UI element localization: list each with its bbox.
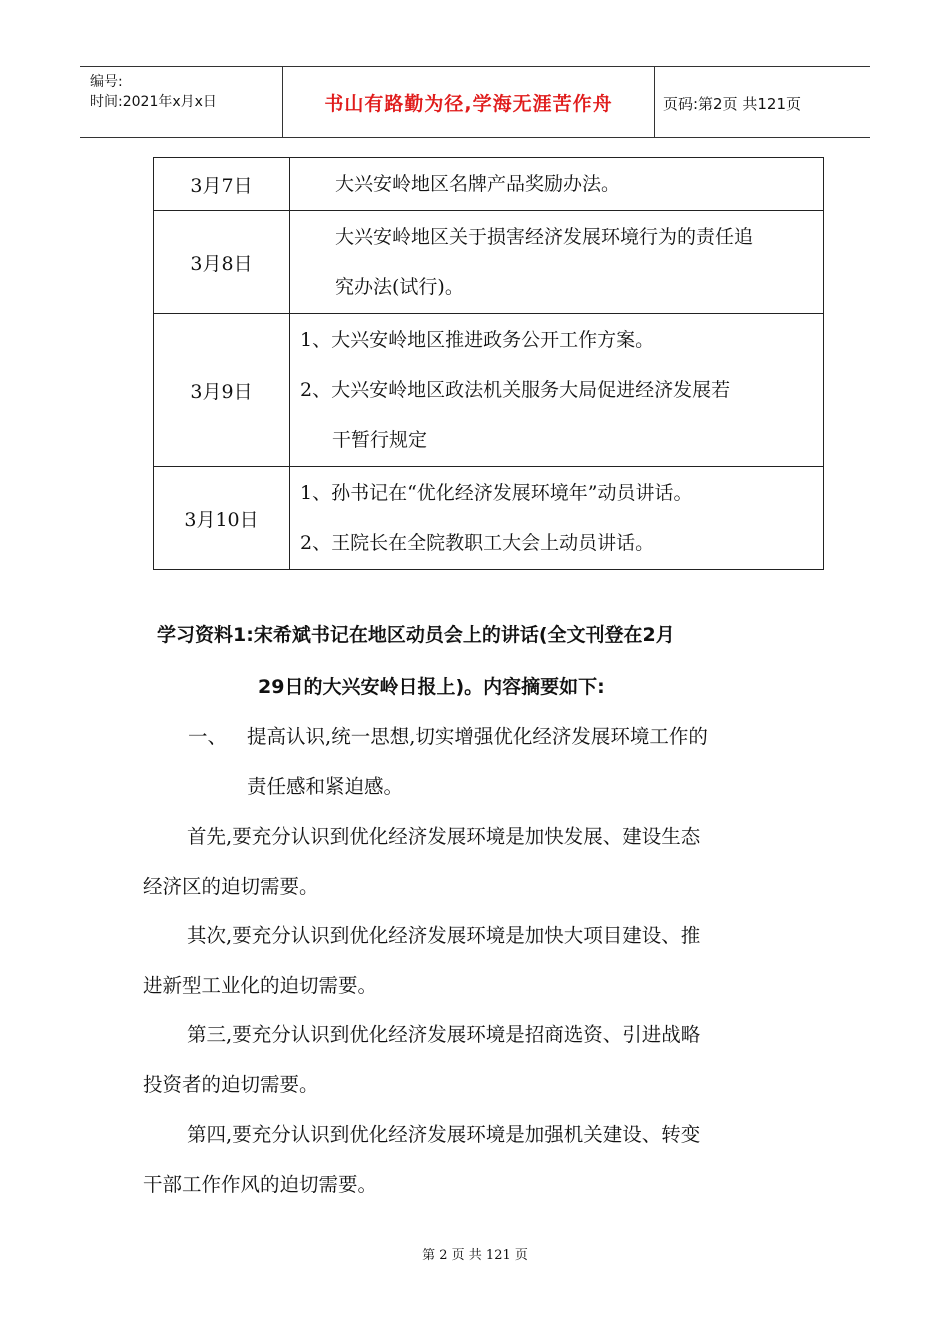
paragraph-line: 进新型工业化的迫切需要。 — [143, 974, 378, 997]
desc-line: 大兴安岭地区名牌产品奖励办法。 — [335, 173, 621, 195]
section-heading-line2: 29日的大兴安岭日报上)。内容摘要如下: — [258, 676, 605, 698]
table-row — [154, 314, 824, 467]
paragraph-line: 第四,要充分认识到优化经济发展环境是加强机关建设、转变 — [187, 1123, 701, 1146]
page-info: 页码:第2页 共121页 — [663, 95, 801, 113]
desc-cell — [290, 314, 824, 467]
desc-line: 2、大兴安岭地区政法机关服务大局促进经济发展若 — [300, 379, 731, 401]
desc-cell — [290, 211, 824, 314]
paragraph-line: 其次,要充分认识到优化经济发展环境是加快大项目建设、推 — [187, 924, 701, 947]
table-row — [154, 158, 824, 211]
motto: 书山有路勤为径,学海无涯苦作舟 — [324, 93, 613, 115]
number-label: 编号: — [90, 74, 123, 90]
desc-line: 1、孙书记在“优化经济发展环境年”动员讲话。 — [300, 482, 693, 504]
paragraph-line: 经济区的迫切需要。 — [143, 875, 319, 898]
table-row — [154, 211, 824, 314]
desc-line: 干暂行规定 — [332, 429, 428, 451]
desc-line: 1、大兴安岭地区推进政务公开工作方案。 — [300, 329, 655, 351]
paragraph-line: 干部工作作风的迫切需要。 — [143, 1173, 378, 1196]
table-row — [154, 467, 824, 570]
paragraph-line: 首先,要充分认识到优化经济发展环境是加快发展、建设生态 — [187, 825, 701, 848]
paragraph-line: 投资者的迫切需要。 — [143, 1073, 319, 1096]
item-number: 一、 — [188, 725, 228, 748]
desc-cell — [290, 467, 824, 570]
desc-line: 究办法(试行)。 — [335, 276, 464, 298]
schedule-table — [153, 157, 824, 570]
page-header — [80, 66, 870, 138]
date-cell: 3月10日 — [154, 467, 290, 570]
paragraph-line: 第三,要充分认识到优化经济发展环境是招商选资、引进战略 — [187, 1023, 701, 1046]
date-cell: 3月9日 — [154, 314, 290, 467]
item-line2: 责任感和紧迫感。 — [247, 775, 404, 798]
date-cell: 3月8日 — [154, 211, 290, 314]
header-meta-cell — [80, 67, 283, 137]
desc-line: 大兴安岭地区关于损害经济发展环境行为的责任追 — [335, 226, 754, 248]
page-footer: 第 2 页 共 121 页 — [422, 1248, 528, 1263]
desc-line: 2、王院长在全院教职工大会上动员讲话。 — [300, 532, 655, 554]
page-info-cell — [655, 67, 870, 137]
item-line1: 提高认识,统一思想,切实增强优化经济发展环境工作的 — [247, 725, 708, 748]
section-heading-line1: 学习资料1:宋希斌书记在地区动员会上的讲话(全文刊登在2月 — [157, 624, 675, 646]
desc-cell — [290, 158, 824, 211]
motto-cell — [283, 67, 655, 137]
time-label: 时间:2021年x月x日 — [90, 94, 217, 110]
date-cell: 3月7日 — [154, 158, 290, 211]
